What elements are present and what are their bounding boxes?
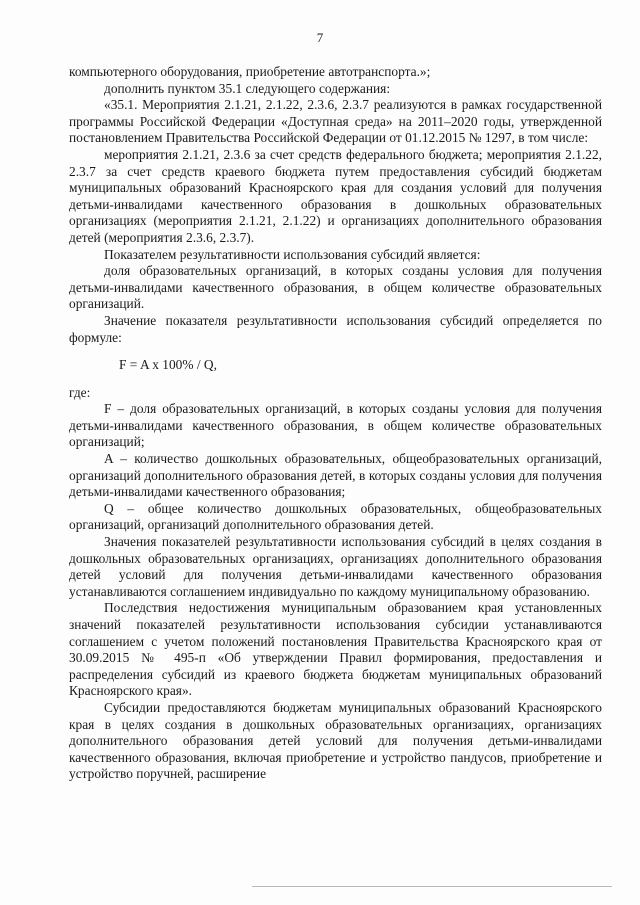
paragraph-measures-funding: мероприятия 2.1.21, 2.3.6 за счет средств федерального бюджета; мероприятия 2.1.22, 2.3.7 за счет средств краевого бюджета путем предоставления субсидий бюджетам муниципальных образований Красноярского края для создания условий для получения детьми-инвалидами качественного образования в дошкольных образовательных организациях (мероприятия 2.1.21, 2.1.22) и организациях дополнительного образования детей (мероприятия 2.3.6, 2.3.7). [69, 146, 602, 245]
paragraph-indicator-values: Значения показателей результативности использования субсидий в целях создания в дошкольных образовательных организациях, организациях дополнительного образования детей условий для получения детьми-инвалидами качественного образования устанавливаются соглашением индивидуально по каждому муниципальному образованию. [69, 534, 602, 599]
paragraph-consequences: Последствия недостижения муниципальным образованием края установленных значений показателей результативности использования субсидии устанавливаются соглашением с учетом положений постановления Правительства Красноярского края от 30.09.2015 № 495-п «Об утверждении Правил формирования, предоставления и распределения субсидий из краевого бюджета бюджетам муниципальных образований Красноярского края». [69, 600, 602, 699]
paragraph-variable-q: Q – общее количество дошкольных образовательных, общеобразовательных организаций, организаций дополнительного образования детей. [69, 500, 602, 533]
page-number: 7 [316, 30, 324, 45]
paragraph-variable-f: F – доля образовательных организаций, в которых созданы условия для получения детьми-инвалидами качественного образования, в общем количестве образовательных организаций; [69, 401, 602, 450]
paragraph-clause-35-1: «35.1. Мероприятия 2.1.21, 2.1.22, 2.3.6, 2.3.7 реализуются в рамках государственной программы Российской Федерации «Доступная среда» на 2011–2020 годы, утвержденной постановлением Правительства Российской Федерации от 01.12.2015 № 1297, в том числе: [69, 97, 602, 146]
page-bottom-line [252, 886, 612, 887]
paragraph-indicator-definition: доля образовательных организаций, в которых созданы условия для получения детьми-инвалидами качественного образования, в общем количестве образовательных организаций. [69, 263, 602, 312]
formula: F = A x 100% / Q, [119, 357, 217, 373]
paragraph-amendment-intro: дополнить пунктом 35.1 следующего содержания: [104, 80, 391, 96]
paragraph-formula-intro: Значение показателя результативности использования субсидий определяется по формуле: [69, 312, 602, 345]
document-body [69, 64, 602, 783]
paragraph-continuation: компьютерного оборудования, приобретение автотранспорта.»; [69, 64, 431, 79]
paragraph-indicator-heading: Показателем результативности использования субсидий является: [104, 246, 481, 262]
paragraph-subsidies-purpose: Субсидии предоставляются бюджетам муниципальных образований Красноярского края в целях создания в дошкольных образовательных организациях, организациях дополнительного образования детей условий для получения детьми-инвалидами качественного образования, включая приобретение и устройство пандусов, приобретение и устройство поручней, расширение [69, 699, 602, 782]
paragraph-where: где: [69, 384, 91, 400]
paragraph-variable-a: A – количество дошкольных образовательных, общеобразовательных организаций, организаций дополнительного образования детей, в которых созданы условия для получения детьми-инвалидами качественного образования; [69, 451, 602, 500]
